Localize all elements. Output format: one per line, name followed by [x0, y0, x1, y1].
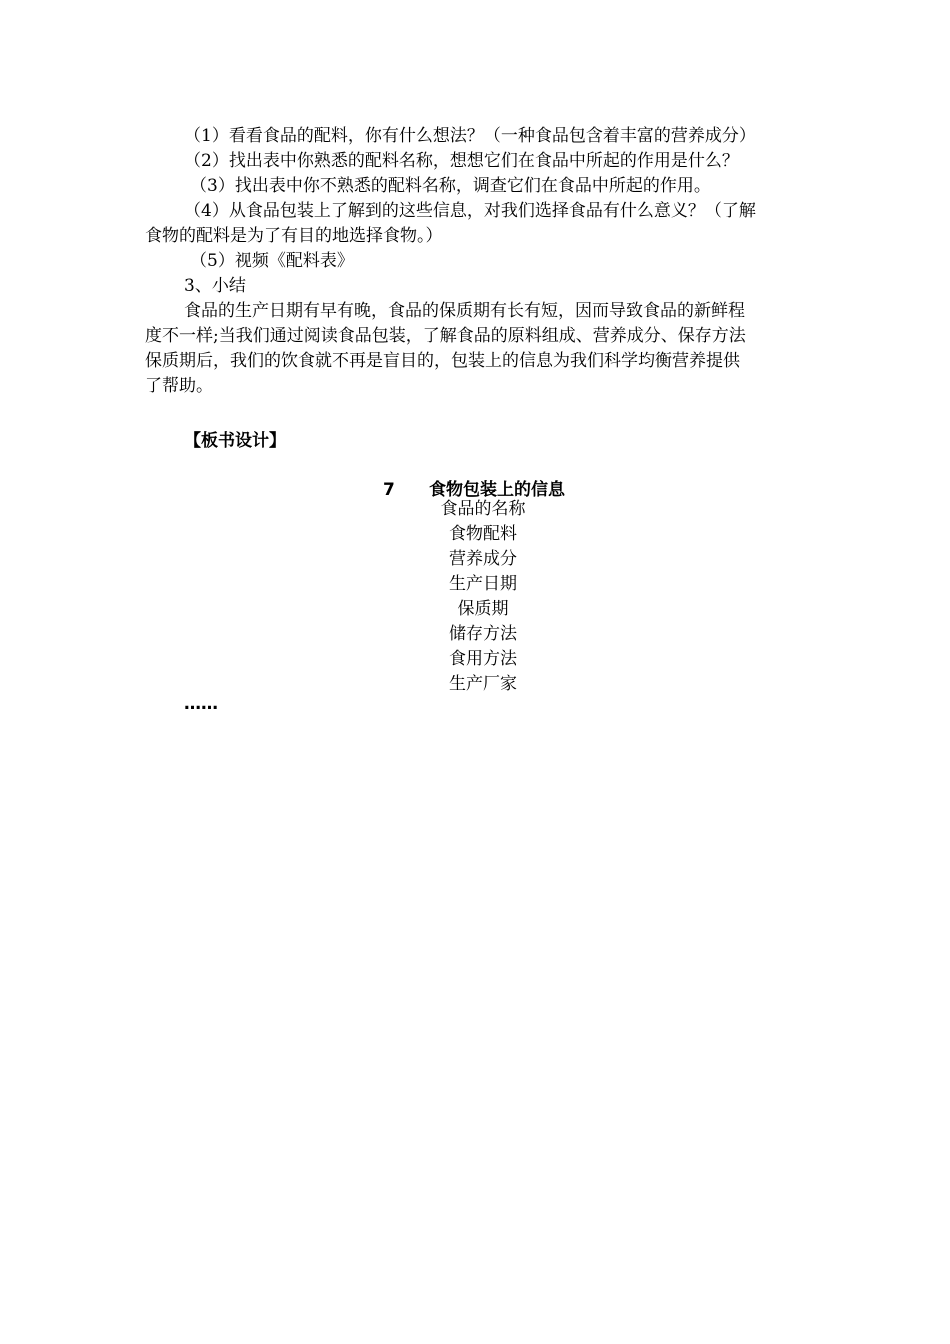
board-item: 食物配料 — [449, 524, 517, 544]
summary-line-2: 度不一样;当我们通过阅读食品包装，了解食品的原料组成、营养成分、保存方法 — [145, 326, 746, 346]
board-item: 生产厂家 — [449, 674, 517, 694]
question-2: （2）找出表中你熟悉的配料名称，想想它们在食品中所起的作用是什么？ — [184, 151, 739, 171]
board-item: 食用方法 — [449, 649, 517, 669]
board-item: 储存方法 — [449, 624, 517, 644]
board-item: 生产日期 — [449, 574, 517, 594]
summary-line-4: 了帮助。 — [145, 376, 213, 396]
summary-line-3: 保质期后，我们的饮食就不再是盲目的，包装上的信息为我们科学均衡营养提供 — [145, 351, 740, 371]
board-design-heading: 【板书设计】 — [184, 431, 286, 451]
board-item: 食品的名称 — [440, 499, 526, 519]
board-item: 营养成分 — [449, 549, 517, 569]
board-item: 保质期 — [457, 599, 509, 619]
board-title-number: 7 — [383, 480, 395, 500]
question-4-line-2: 食物的配料是为了有目的地选择食物。） — [145, 226, 443, 246]
question-3: （3）找出表中你不熟悉的配料名称，调查它们在食品中所起的作用。 — [190, 176, 711, 196]
question-5: （5）视频《配料表》 — [190, 251, 354, 271]
summary-heading: 3、小结 — [184, 276, 246, 296]
question-1: （1）看看食品的配料，你有什么想法？（一种食品包含着丰富的营养成分） — [184, 126, 756, 146]
question-4-line-1: （4）从食品包装上了解到的这些信息，对我们选择食品有什么意义？（了解 — [184, 201, 756, 221]
board-title-text: 食物包装上的信息 — [429, 480, 565, 500]
board-ellipsis: …… — [184, 694, 218, 714]
summary-line-1: 食品的生产日期有早有晚，食品的保质期有长有短，因而导致食品的新鲜程 — [184, 301, 745, 321]
